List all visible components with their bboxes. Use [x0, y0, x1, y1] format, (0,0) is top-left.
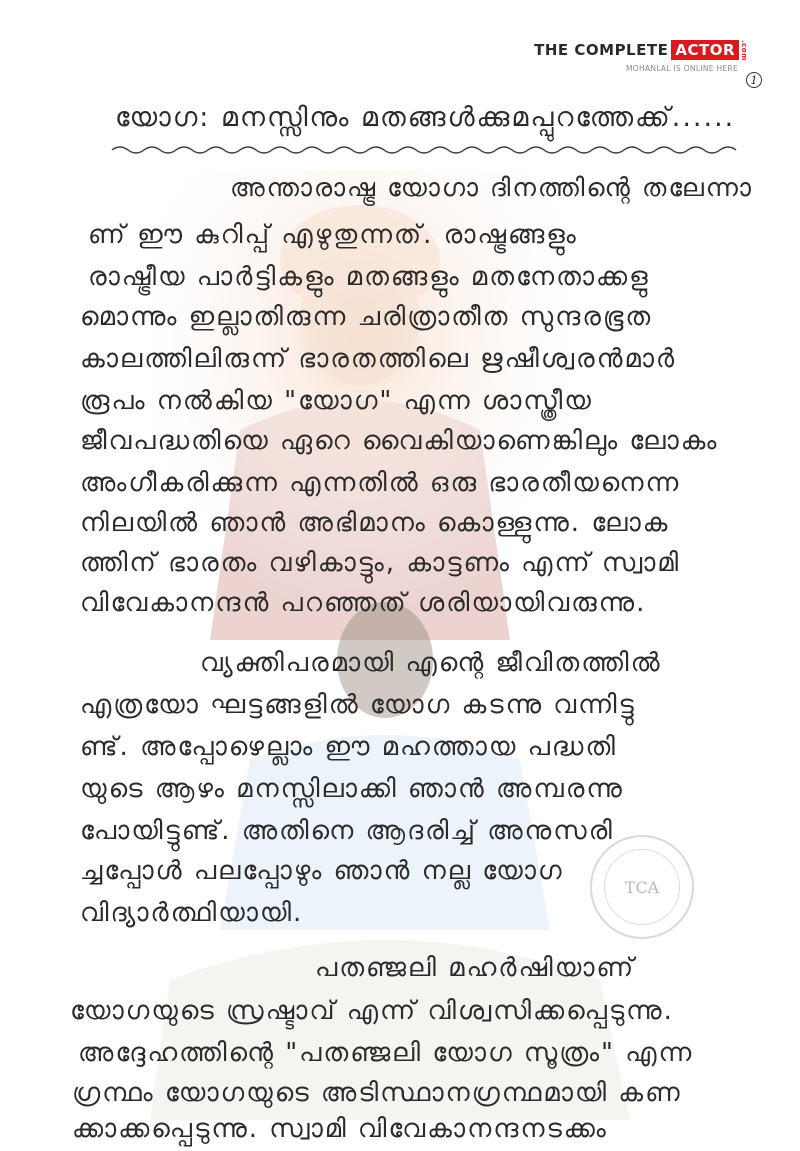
- text-line: വ്യക്തിപരമായി എന്റെ ജീവിതത്തിൽ: [200, 648, 662, 678]
- text-line: മൊന്നും ഇല്ലാതിരുന്ന ചരിത്രാതീത സുന്ദരഭൂത: [80, 302, 653, 332]
- logo-actor-text: ACTOR: [671, 40, 739, 60]
- text-line: രൂപം നൽകിയ "യോഗ" എന്ന ശാസ്ത്രീയ: [80, 386, 593, 416]
- text-line: അംഗീകരിക്കുന്ന എന്നതിൽ ഒരു ഭാരതീയനെന്ന: [80, 468, 681, 498]
- logo-brand-text: THE COMPLETE: [534, 41, 669, 59]
- text-line: യുടെ ആഴം മനസ്സിലാക്കി ഞാൻ അമ്പരന്നു: [80, 774, 624, 804]
- text-line: കാലത്തിലിരുന്ന് ഭാരതത്തിലെ ഋഷീശ്വരൻമാർ: [80, 344, 677, 374]
- text-line: എത്രയോ ഘട്ടങ്ങളിൽ യോഗ കടന്നു വന്നിട്ടു: [80, 690, 636, 720]
- text-line: വിദ്യാർത്ഥിയായി.: [80, 898, 304, 928]
- text-line: ഗ്രന്ഥം യോഗയുടെ അടിസ്ഥാനഗ്രന്ഥമായി കണ: [72, 1078, 682, 1108]
- text-line: അന്താരാഷ്ട്ര യോഗാ ദിനത്തിന്റെ തലേന്നാ: [230, 173, 753, 203]
- text-line: ജീവപദ്ധതിയെ ഏറെ വൈകിയാണെങ്കിലും ലോകം: [80, 426, 719, 456]
- text-line: ക്കാക്കപ്പെടുന്നു. സ്വാമി വിവേകാനന്ദനടക്കം: [72, 1114, 608, 1144]
- text-line: നിലയിൽ ഞാൻ അഭിമാനം കൊള്ളുന്നു. ലോക: [80, 508, 670, 538]
- tca-watermark-seal: [590, 835, 694, 939]
- seal-label: TCA: [624, 877, 660, 897]
- page-title: യോഗ: മനസ്സിനും മതങ്ങൾക്കുമപ്പുറത്തേക്ക്......: [115, 102, 736, 133]
- text-line: അദ്ദേഹത്തിന്റെ "പതഞ്ജലി യോഗ സൂത്രം" എന്ന: [78, 1038, 694, 1068]
- site-logo[interactable]: [520, 36, 760, 86]
- text-line: പതഞ്ജലി മഹർഷിയാണ്: [315, 953, 636, 983]
- text-line: ണ് ഈ കുറിപ്പ് എഴുതുന്നത്. രാഷ്ട്രങ്ങളും: [88, 220, 578, 250]
- text-line: രാഷ്ട്രീയ പാർട്ടികളും മതങ്ങളും മതനേതാക്കളു: [88, 262, 650, 292]
- text-line: പോയിട്ടുണ്ട്. അതിനെ ആദരിച്ച് അനുസരി: [80, 816, 614, 846]
- title-wavy-underline: [110, 142, 750, 158]
- text-line: ച്ചപ്പോൾ പലപ്പോഴും ഞാൻ നല്ല യോഗ: [80, 856, 564, 886]
- page-number: 1: [746, 72, 762, 88]
- text-line: യോഗയുടെ സ്രഷ്ടാവ് എന്ന് വിശ്വസിക്കപ്പെടുന്നു.: [70, 996, 674, 1026]
- logo-com-text: .com: [740, 40, 748, 61]
- text-line: ത്തിന് ഭാരതം വഴികാട്ടും, കാട്ടണം എന്ന് സ്വാമി: [80, 548, 681, 578]
- text-line: ണ്ട്. അപ്പോഴെല്ലാം ഈ മഹത്തായ പദ്ധതി: [80, 732, 617, 762]
- logo-tagline: MOHANLAL IS ONLINE HERE: [625, 64, 738, 73]
- text-line: വിവേകാനന്ദൻ പറഞ്ഞത് ശരിയായിവരുന്നു.: [80, 588, 647, 618]
